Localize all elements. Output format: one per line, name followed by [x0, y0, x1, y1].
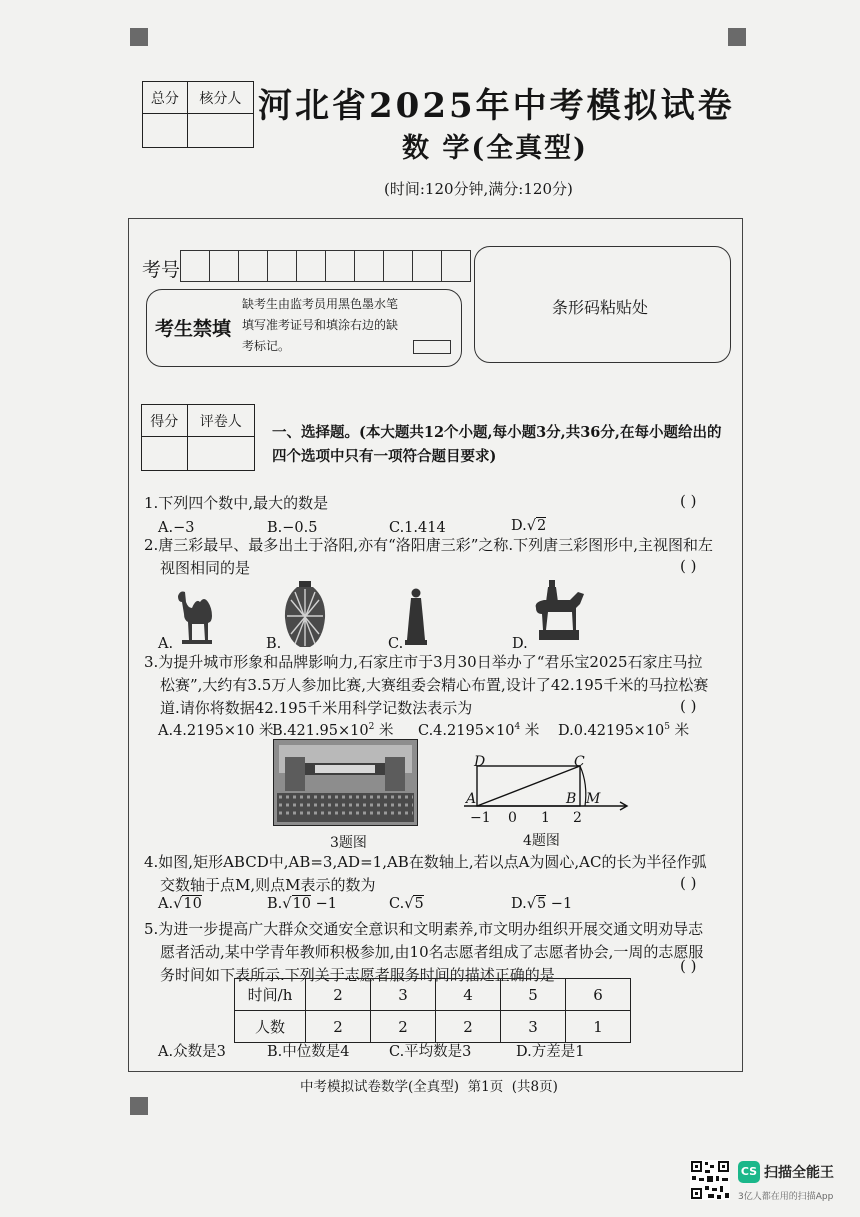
- grader-table-col1: 得分: [142, 405, 188, 437]
- q3-line-3: 道.请你将数据42.195千米用科学记数法表示为: [160, 699, 473, 717]
- q2-option-a: A.: [158, 636, 174, 652]
- q2-figure-a-camel: [172, 588, 218, 646]
- q4-line-1: 4.如图,矩形ABCD中,AB=3,AD=1,AB在数轴上,若以点A为圆心,AC的长为半径作弧: [144, 853, 707, 871]
- page-footer: 中考模拟试卷数学(全真型) 第1页 (共8页): [300, 1079, 558, 1095]
- q2-answer-paren[interactable]: ( ): [680, 557, 697, 575]
- fig4-caption: 4题图: [523, 833, 560, 849]
- qr-code-icon: [690, 1160, 730, 1200]
- q1-stem: 1.下列四个数中,最大的数是: [144, 494, 329, 512]
- scanner-app-tagline: 3亿人都在用的扫描App: [738, 1192, 834, 1202]
- fig4-tick-1: 1: [541, 810, 550, 826]
- q3-option-c: $C.4.2195\times 10^4$ 米: [418, 722, 540, 739]
- absence-mark-box[interactable]: [413, 340, 451, 354]
- table-row: [235, 979, 631, 1011]
- section1-heading-1: 一、选择题。(本大题共12个小题,每小题3分,共36分,在每小题给出的: [272, 424, 722, 441]
- q3-option-a: A.4.2195×10 米: [158, 723, 274, 739]
- fig4-tick-2: 2: [573, 810, 582, 826]
- q5-option-b: B.中位数是4: [267, 1044, 350, 1060]
- corner-mark-top-left: [130, 28, 148, 46]
- q2-option-c: C.: [388, 636, 404, 652]
- scanner-app-name: 扫描全能王: [764, 1165, 834, 1181]
- score-table-col2: 核分人: [187, 82, 253, 114]
- section1-heading-2: 四个选项中只有一项符合题目要求): [272, 448, 497, 465]
- table-cell: 2: [436, 1011, 501, 1043]
- grader-table-col2: 评卷人: [187, 405, 255, 437]
- page-subtitle: 数 学(全真型): [402, 133, 588, 164]
- q2-figure-c-figurine: [404, 588, 428, 646]
- table-cell: 4: [436, 979, 501, 1011]
- table-header-count: 人数: [235, 1011, 306, 1043]
- q3-line-2: 松赛”,大约有3.5万人参加比赛,大赛组委会精心布置,设计了42.195千米的马拉松赛: [160, 676, 709, 694]
- table-cell: 2: [371, 1011, 436, 1043]
- q4-answer-paren[interactable]: ( ): [680, 874, 697, 892]
- fig4-label-b: B: [566, 791, 577, 807]
- forbidden-text-2: 填写准考证号和填涂右边的缺: [242, 318, 399, 332]
- q5-line-2: 愿者活动,某中学青年教师积极参加,由10名志愿者组成了志愿者协会,一周的志愿服: [160, 943, 704, 961]
- fig4-label-d: D: [474, 754, 486, 770]
- fig4-tick-minus1: −1: [470, 810, 491, 826]
- q3-option-d: $D.0.42195\times 10^5$ 米: [558, 722, 690, 739]
- q1-option-d: D.√2: [511, 518, 547, 534]
- q5-line-1: 5.为进一步提高广大群众交通安全意识和文明素养,市文明办组织开展交通文明劝导志: [144, 920, 704, 938]
- table-cell: 5: [501, 979, 566, 1011]
- score-table-col1: 总分: [143, 82, 188, 114]
- score-table: [142, 81, 254, 148]
- time-info: (时间:120分钟,满分:120分): [384, 180, 573, 198]
- q5-option-c: C.平均数是3: [389, 1044, 472, 1060]
- table-header-time: 时间/h: [235, 979, 306, 1011]
- table-row: [235, 1011, 631, 1043]
- q1-option-c: C.1.414: [389, 520, 446, 536]
- exam-no-label: 考号: [142, 259, 181, 281]
- q3-figure-photo: [273, 739, 418, 826]
- exam-no-boxes[interactable]: [180, 250, 471, 282]
- q1-option-b: B.−0.5: [267, 520, 318, 536]
- q4-option-b: B.√10 −1: [267, 896, 337, 912]
- q2-option-b: B.: [266, 636, 282, 652]
- table-cell: 2: [306, 1011, 371, 1043]
- table-cell: 2: [306, 979, 371, 1011]
- q5-option-a: A.众数是3: [158, 1044, 226, 1060]
- table-cell: 6: [566, 979, 631, 1011]
- q3-option-b: $B.421.95\times 10^2$ 米: [272, 722, 394, 739]
- q5-data-table: [234, 978, 631, 1043]
- forbidden-label: 考生禁填: [155, 318, 232, 340]
- table-cell: 3: [371, 979, 436, 1011]
- q2-figure-b-jar: [282, 580, 328, 650]
- page-title: 河北省2025年中考模拟试卷: [258, 86, 735, 126]
- barcode-label: 条形码粘贴处: [552, 298, 649, 317]
- corner-mark-bottom-left: [130, 1097, 148, 1115]
- q5-option-d: D.方差是1: [516, 1044, 585, 1060]
- fig4-label-m: M: [586, 791, 601, 807]
- table-cell: 3: [501, 1011, 566, 1043]
- q4-option-a: A.√10: [158, 896, 202, 912]
- q1-option-a: A.−3: [158, 520, 195, 536]
- forbidden-text-3: 考标记。: [242, 339, 291, 353]
- q3-answer-paren[interactable]: ( ): [680, 697, 697, 715]
- forbidden-text-1: 缺考生由监考员用黑色墨水笔: [242, 297, 399, 311]
- q2-line-2: 视图相同的是: [160, 559, 251, 577]
- q2-figure-d-horse: [530, 578, 588, 642]
- fig4-label-c: C: [574, 754, 585, 770]
- fig3-caption: 3题图: [330, 835, 367, 851]
- q5-answer-paren[interactable]: ( ): [680, 957, 697, 975]
- q2-option-d: D.: [512, 636, 528, 652]
- q5-line-3: 务时间如下表所示.下列关于志愿者服务时间的描述正确的是: [160, 966, 555, 984]
- corner-mark-top-right: [728, 28, 746, 46]
- q4-option-d: D.√5 −1: [511, 896, 573, 912]
- grader-table: [141, 404, 255, 471]
- q4-option-c: C.√5: [389, 896, 424, 912]
- q2-line-1: 2.唐三彩最早、最多出土于洛阳,亦有“洛阳唐三彩”之称.下列唐三彩图形中,主视图和左: [144, 536, 713, 554]
- q1-answer-paren[interactable]: ( ): [680, 492, 697, 510]
- table-cell: 1: [566, 1011, 631, 1043]
- fig4-tick-0: 0: [508, 810, 517, 826]
- scanner-logo-icon: CS: [738, 1161, 760, 1183]
- q4-line-2: 交数轴于点M,则点M表示的数为: [160, 876, 376, 894]
- q3-line-1: 3.为提升城市形象和品牌影响力,石家庄市于3月30日举办了“君乐宝2025石家庄马拉: [144, 653, 703, 671]
- fig4-label-a: A: [466, 791, 477, 807]
